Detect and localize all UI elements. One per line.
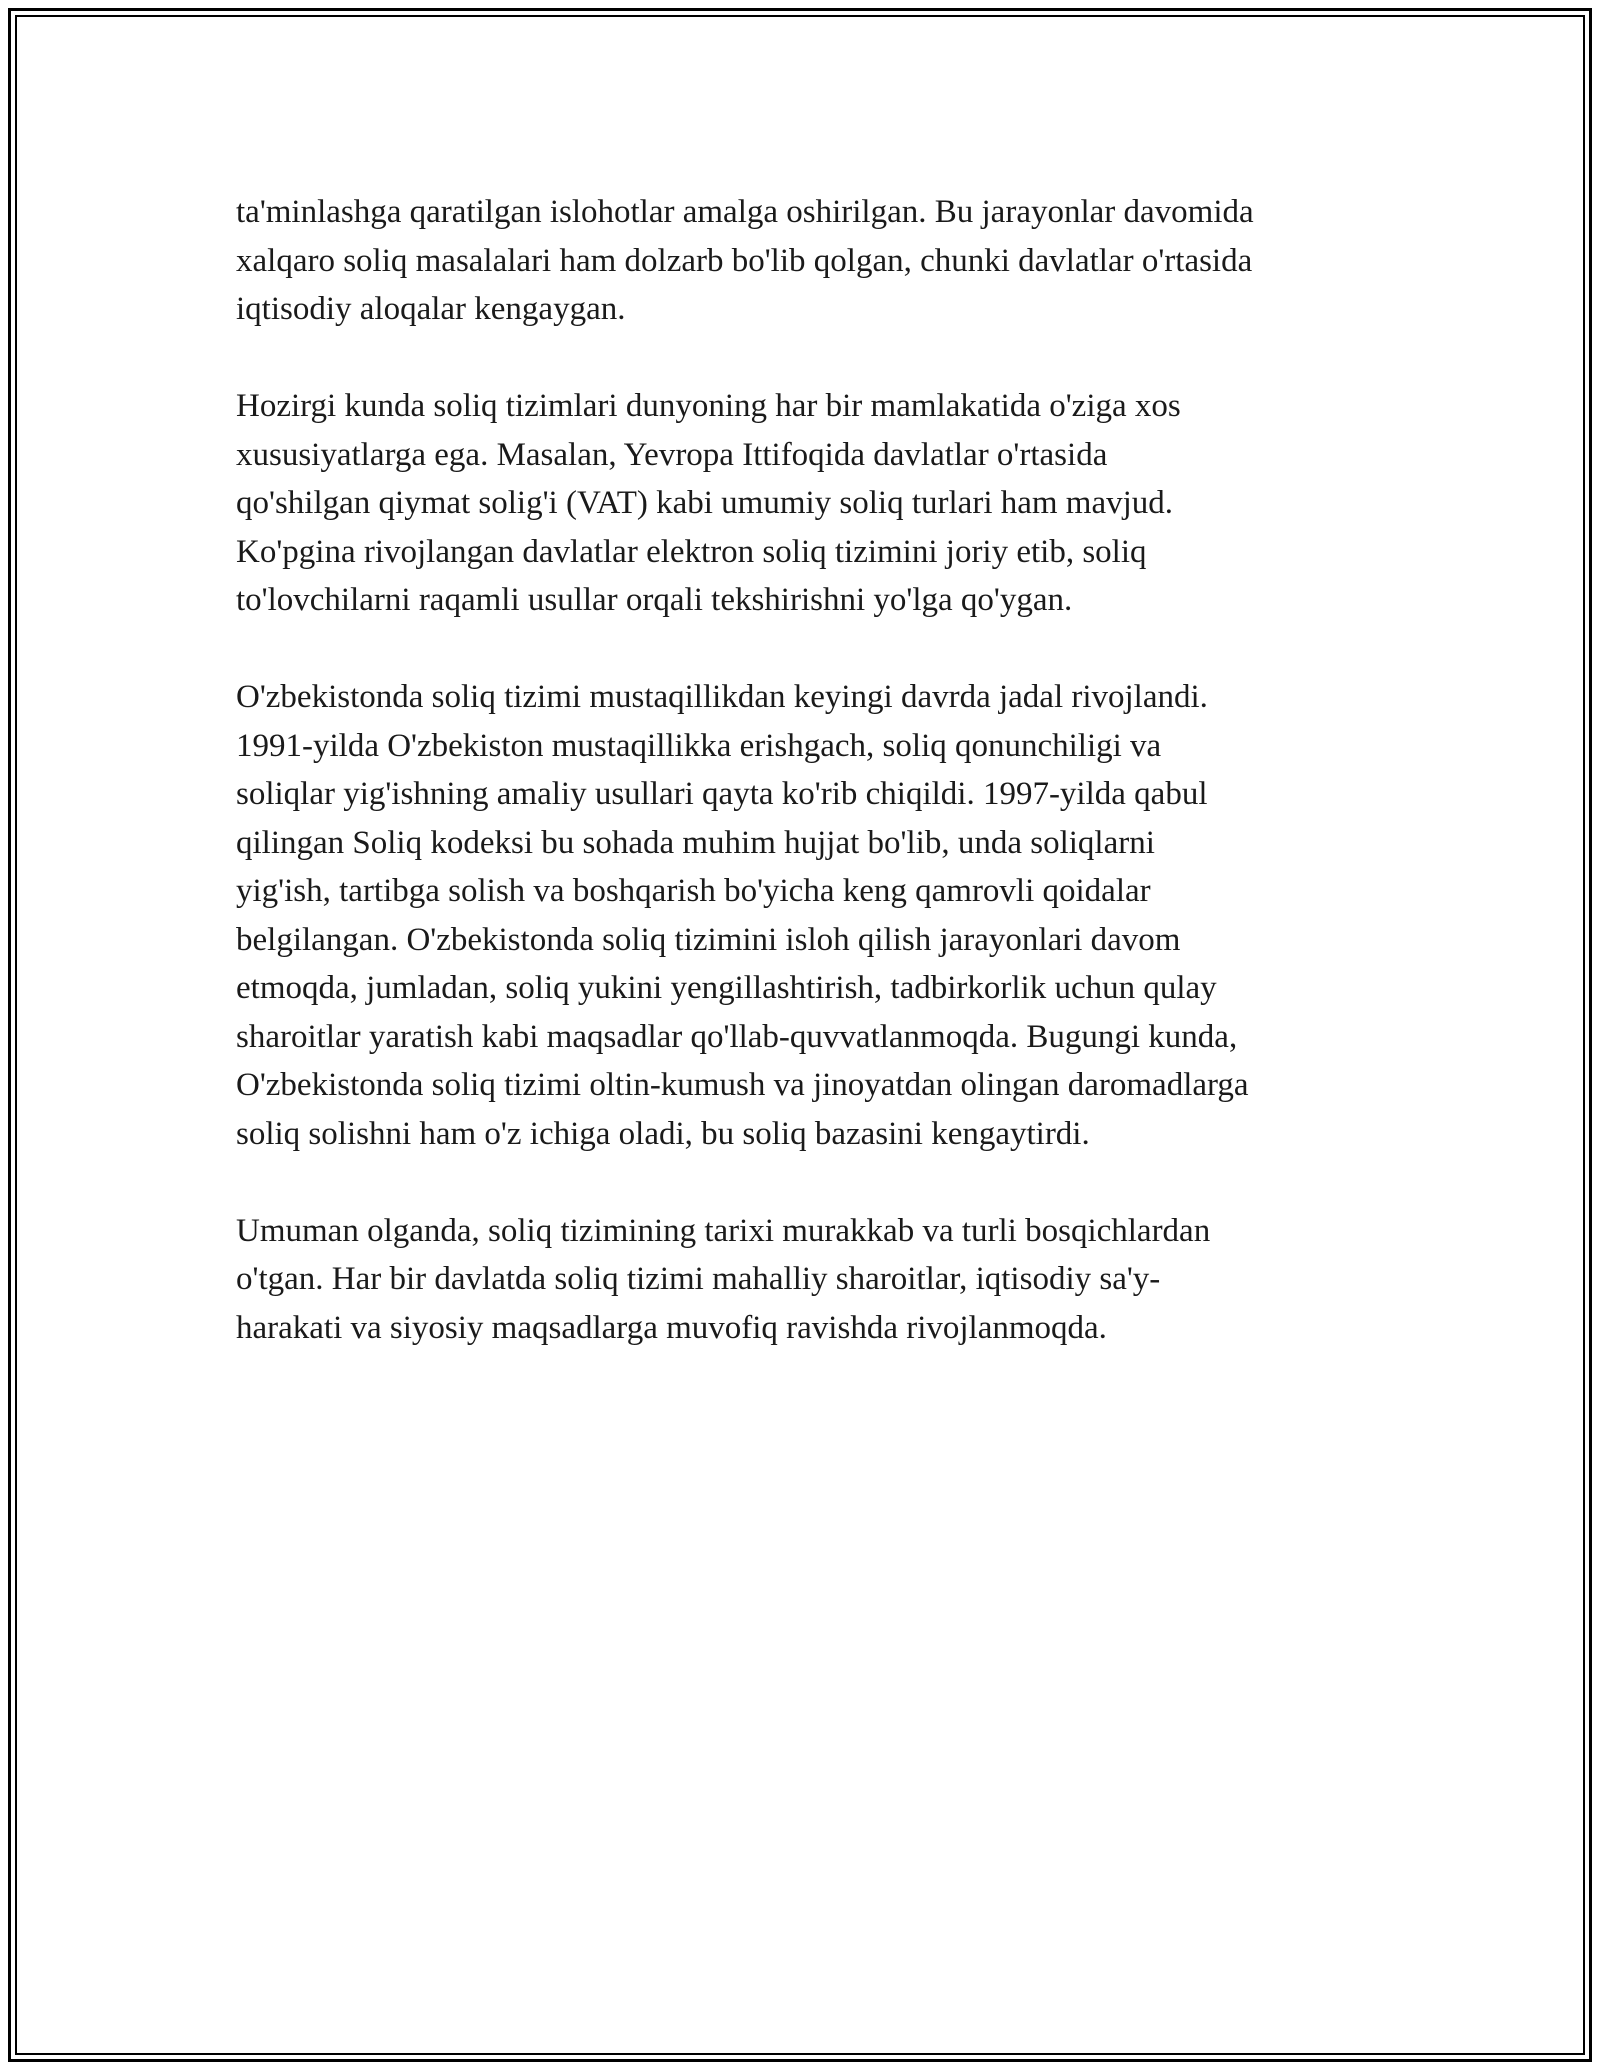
text-line: o'tgan. Har bir davlatda soliq tizimi mahalliy sharoitlar, iqtisodiy sa'y-	[236, 1261, 1161, 1297]
paragraph-modern-tax-systems	[236, 382, 1376, 625]
text-line: Hozirgi kunda soliq tizimlari dunyoning har bir mamlakatida o'ziga xos	[236, 388, 1181, 424]
text-line: xalqaro soliq masalalari ham dolzarb bo'lib qolgan, chunki davlatlar o'rtasida	[236, 242, 1253, 279]
text-line: belgilangan. O'zbekistonda soliq tizimini isloh qilish jarayonlari davom	[236, 921, 1181, 958]
text-line: sharoitlar yaratish kabi maqsadlar qo'llab-quvvatlanmoqda. Bugungi kunda,	[236, 1018, 1238, 1055]
text-line: O'zbekistonda soliq tizimi mustaqillikdan keyingi davrda jadal rivojlandi.	[236, 679, 1208, 715]
paragraph-conclusion	[236, 1207, 1376, 1353]
text-line: Ko'pgina rivojlangan davlatlar elektron soliq tizimini joriy etib, soliq	[236, 533, 1147, 570]
text-line: Umuman olganda, soliq tizimining tarixi murakkab va turli bosqichlardan	[236, 1212, 1211, 1249]
document-body	[236, 188, 1376, 1401]
text-line: yig'ish, tartibga solish va boshqarish bo'yicha keng qamrovli qoidalar	[236, 873, 1151, 909]
text-line: qo'shilgan qiymat solig'i (VAT) kabi umumiy soliq turlari ham mavjud.	[236, 485, 1174, 521]
text-line: soliq solishni ham o'z ichiga oladi, bu soliq bazasini kengaytirdi.	[236, 1115, 1090, 1152]
text-line: 1991-yilda O'zbekiston mustaqillikka erishgach, soliq qonunchiligi va	[236, 727, 1162, 764]
text-line: iqtisodiy aloqalar kengaygan.	[236, 291, 626, 327]
paragraph-international-tax	[236, 188, 1376, 334]
text-line: to'lovchilarni raqamli usullar orqali tekshirishni yo'lga qo'ygan.	[236, 582, 1073, 618]
text-line: harakati va siyosiy maqsadlarga muvofiq ravishda rivojlanmoqda.	[236, 1309, 1107, 1346]
text-line: O'zbekistonda soliq tizimi oltin-kumush va jinoyatdan olingan daromadlarga	[236, 1067, 1249, 1103]
text-line: qilingan Soliq kodeksi bu sohada muhim hujjat bo'lib, unda soliqlarni	[236, 824, 1155, 861]
text-line: soliqlar yig'ishning amaliy usullari qayta ko'rib chiqildi. 1997-yilda qabul	[236, 776, 1208, 812]
paragraph-uzbekistan-tax-system	[236, 673, 1376, 1158]
text-line: xususiyatlarga ega. Masalan, Yevropa Ittifoqida davlatlar o'rtasida	[236, 436, 1108, 473]
text-line: etmoqda, jumladan, soliq yukini yengillashtirish, tadbirkorlik uchun qulay	[236, 970, 1217, 1006]
text-line: ta'minlashga qaratilgan islohotlar amalga oshirilgan. Bu jarayonlar davomida	[236, 194, 1254, 230]
